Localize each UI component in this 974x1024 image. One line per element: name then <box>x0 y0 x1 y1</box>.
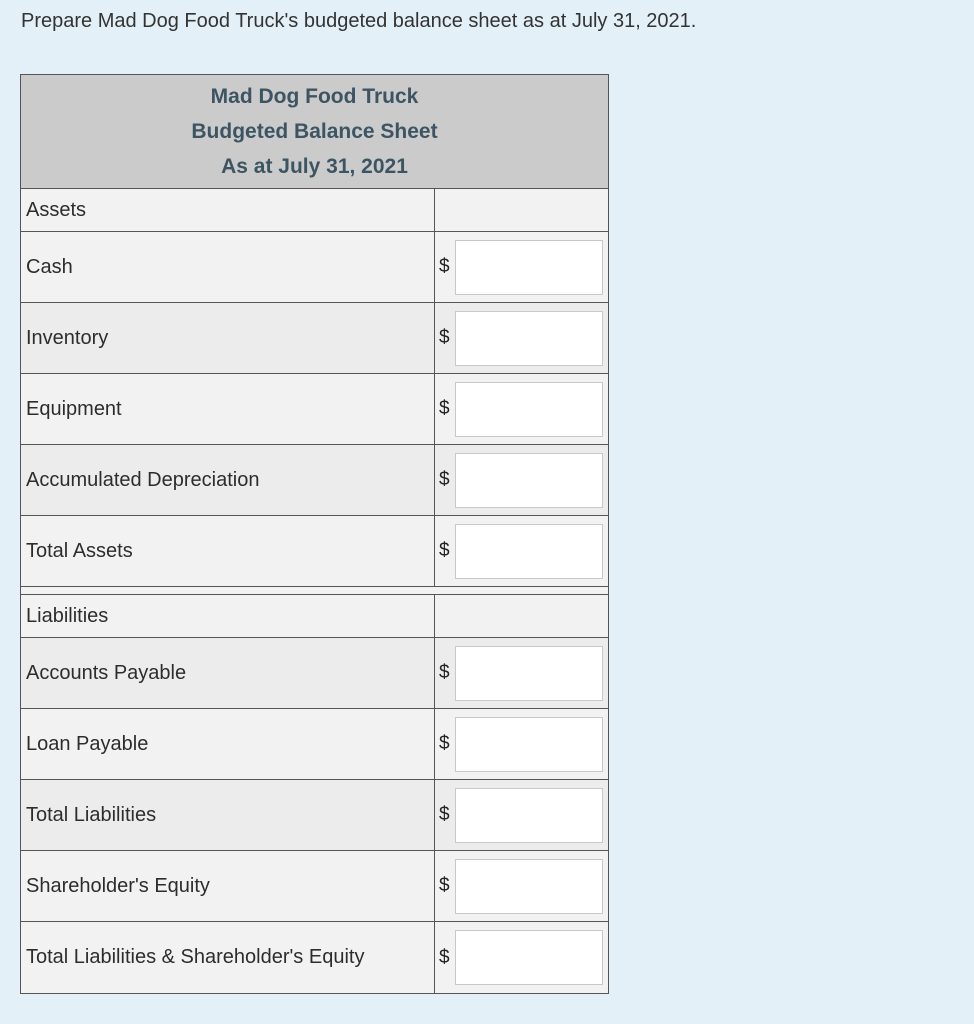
dollar-sign: $ <box>439 256 450 277</box>
value-cell <box>435 638 608 708</box>
assets-section-row <box>21 189 608 232</box>
balance-sheet-table <box>20 74 609 994</box>
dollar-sign: $ <box>439 733 450 754</box>
accumulated-depreciation-amount-input[interactable] <box>455 453 603 508</box>
liabilities-heading: Liabilities <box>21 595 435 637</box>
loan-payable-amount-input[interactable] <box>455 717 603 772</box>
value-cell <box>435 851 608 921</box>
table-row-total-liabilities-and-equity <box>21 922 608 993</box>
row-label: Accumulated Depreciation <box>21 445 435 515</box>
total-assets-amount-input[interactable] <box>455 524 603 579</box>
dollar-sign: $ <box>439 469 450 490</box>
row-label: Total Liabilities & Shareholder's Equity <box>21 922 435 993</box>
row-label: Total Assets <box>21 516 435 586</box>
row-label: Cash <box>21 232 435 302</box>
value-cell <box>435 303 608 373</box>
table-row-inventory <box>21 303 608 374</box>
assets-heading: Assets <box>21 189 435 231</box>
total-liabilities-and-equity-amount-input[interactable] <box>455 930 603 985</box>
inventory-amount-input[interactable] <box>455 311 603 366</box>
table-row-equipment <box>21 374 608 445</box>
table-row-accounts-payable <box>21 638 608 709</box>
row-label: Accounts Payable <box>21 638 435 708</box>
question-text: Prepare Mad Dog Food Truck's budgeted balance sheet as at July 31, 2021. <box>21 10 697 32</box>
value-cell <box>435 516 608 586</box>
table-header <box>21 75 608 189</box>
dollar-sign: $ <box>439 946 450 968</box>
row-label: Equipment <box>21 374 435 444</box>
table-row-loan-payable <box>21 709 608 780</box>
dollar-sign: $ <box>439 540 450 561</box>
section-divider <box>21 587 608 595</box>
table-row-accumulated-depreciation <box>21 445 608 516</box>
accounts-payable-amount-input[interactable] <box>455 646 603 701</box>
value-cell <box>435 232 608 302</box>
value-cell <box>435 922 608 993</box>
row-label: Total Liabilities <box>21 780 435 850</box>
value-cell <box>435 709 608 779</box>
row-label: Loan Payable <box>21 709 435 779</box>
cash-amount-input[interactable] <box>455 240 603 295</box>
dollar-sign: $ <box>439 662 450 683</box>
dollar-sign: $ <box>439 804 450 825</box>
dollar-sign: $ <box>439 327 450 348</box>
liabilities-section-row <box>21 595 608 638</box>
liabilities-heading-blank-cell <box>435 595 608 637</box>
row-label: Inventory <box>21 303 435 373</box>
assets-heading-blank-cell <box>435 189 608 231</box>
shareholders-equity-amount-input[interactable] <box>455 859 603 914</box>
row-label: Shareholder's Equity <box>21 851 435 921</box>
dollar-sign: $ <box>439 875 450 896</box>
table-row-total-liabilities <box>21 780 608 851</box>
table-row-total-assets <box>21 516 608 587</box>
value-cell <box>435 780 608 850</box>
statement-title: Budgeted Balance Sheet <box>191 120 438 143</box>
equipment-amount-input[interactable] <box>455 382 603 437</box>
statement-date: As at July 31, 2021 <box>221 155 408 178</box>
company-name: Mad Dog Food Truck <box>210 85 419 108</box>
table-row-shareholders-equity <box>21 851 608 922</box>
dollar-sign: $ <box>439 398 450 419</box>
value-cell <box>435 374 608 444</box>
total-liabilities-amount-input[interactable] <box>455 788 603 843</box>
table-row-cash <box>21 232 608 303</box>
value-cell <box>435 445 608 515</box>
